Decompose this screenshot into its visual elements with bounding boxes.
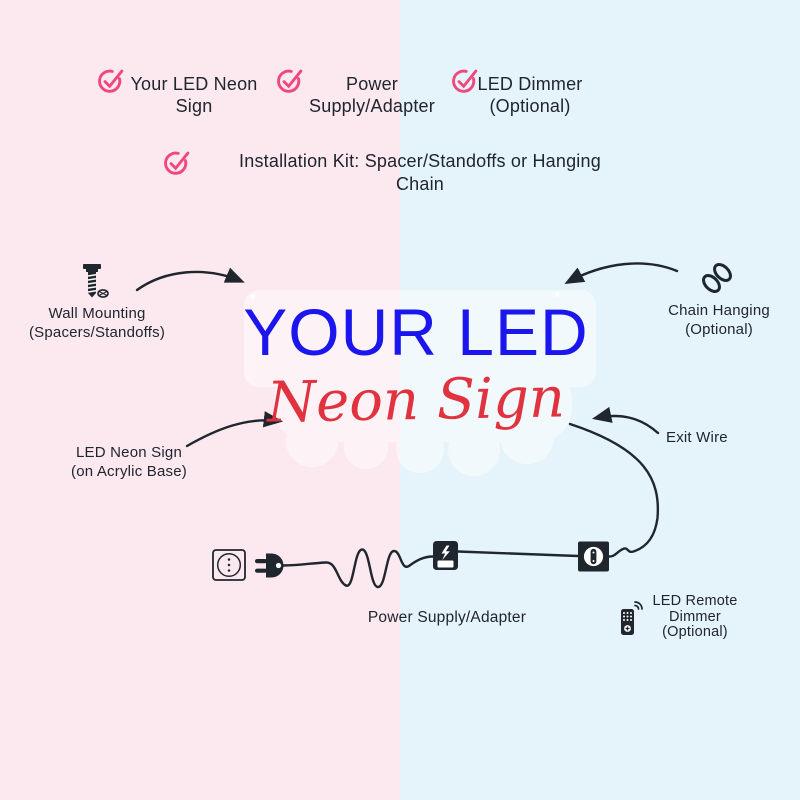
inline-dimmer-icon [578,542,609,572]
checklist-item-your-led-neon-sign: Your LED Neon Sign [130,74,258,116]
remote-dimmer-line2: Dimmer [669,608,721,625]
remote-dimmer-line3: (Optional) [662,624,728,640]
sign-title: YOUR LED [243,295,589,369]
remote-dimmer-line1: LED Remote [652,593,738,609]
led-neon-sign-label [36,443,222,481]
exit-wire-line [570,424,658,557]
sign-subtitle: Neon Sign [266,365,566,436]
arrow-chain-hanging [568,263,677,282]
chain-hanging-line2: (Optional) [685,321,753,338]
wall-mounting-line2: (Spacers/Standoffs) [28,324,166,341]
power-outlet-icon [213,550,245,580]
wall-mounting-label [8,304,186,342]
arrow-wall-mounting [137,272,241,290]
checklist-item-led-dimmer: LED Dimmer (Optional) [477,74,583,116]
power-adapter-icon [433,541,458,570]
checklist-item-power-supply: Power Supply/Adapter [309,74,435,116]
led-neon-sign-line2: (on Acrylic Base) [71,463,187,480]
screw-icon [83,264,108,298]
led-neon-sign-line1: LED Neon Sign [76,444,182,461]
exit-wire-label: Exit Wire [666,429,728,446]
remote-control-icon [621,602,642,635]
power-supply-label: Power Supply/Adapter [367,609,527,626]
check-icon [163,148,190,175]
chain-link-icon [701,262,734,295]
chain-hanging-line1: Chain Hanging [668,302,770,319]
check-icon [97,66,124,93]
check-icon [276,66,303,93]
wall-mounting-line1: Wall Mounting [48,305,146,322]
chain-hanging-label [638,301,800,339]
power-plug-icon [255,554,284,578]
remote-dimmer-label [646,594,744,641]
checklist-item-installation-kit: Installation Kit: Spacer/Standoffs or Hanging Chain [239,151,601,194]
power-cord-wire [283,549,433,587]
connector-wire [458,552,578,557]
